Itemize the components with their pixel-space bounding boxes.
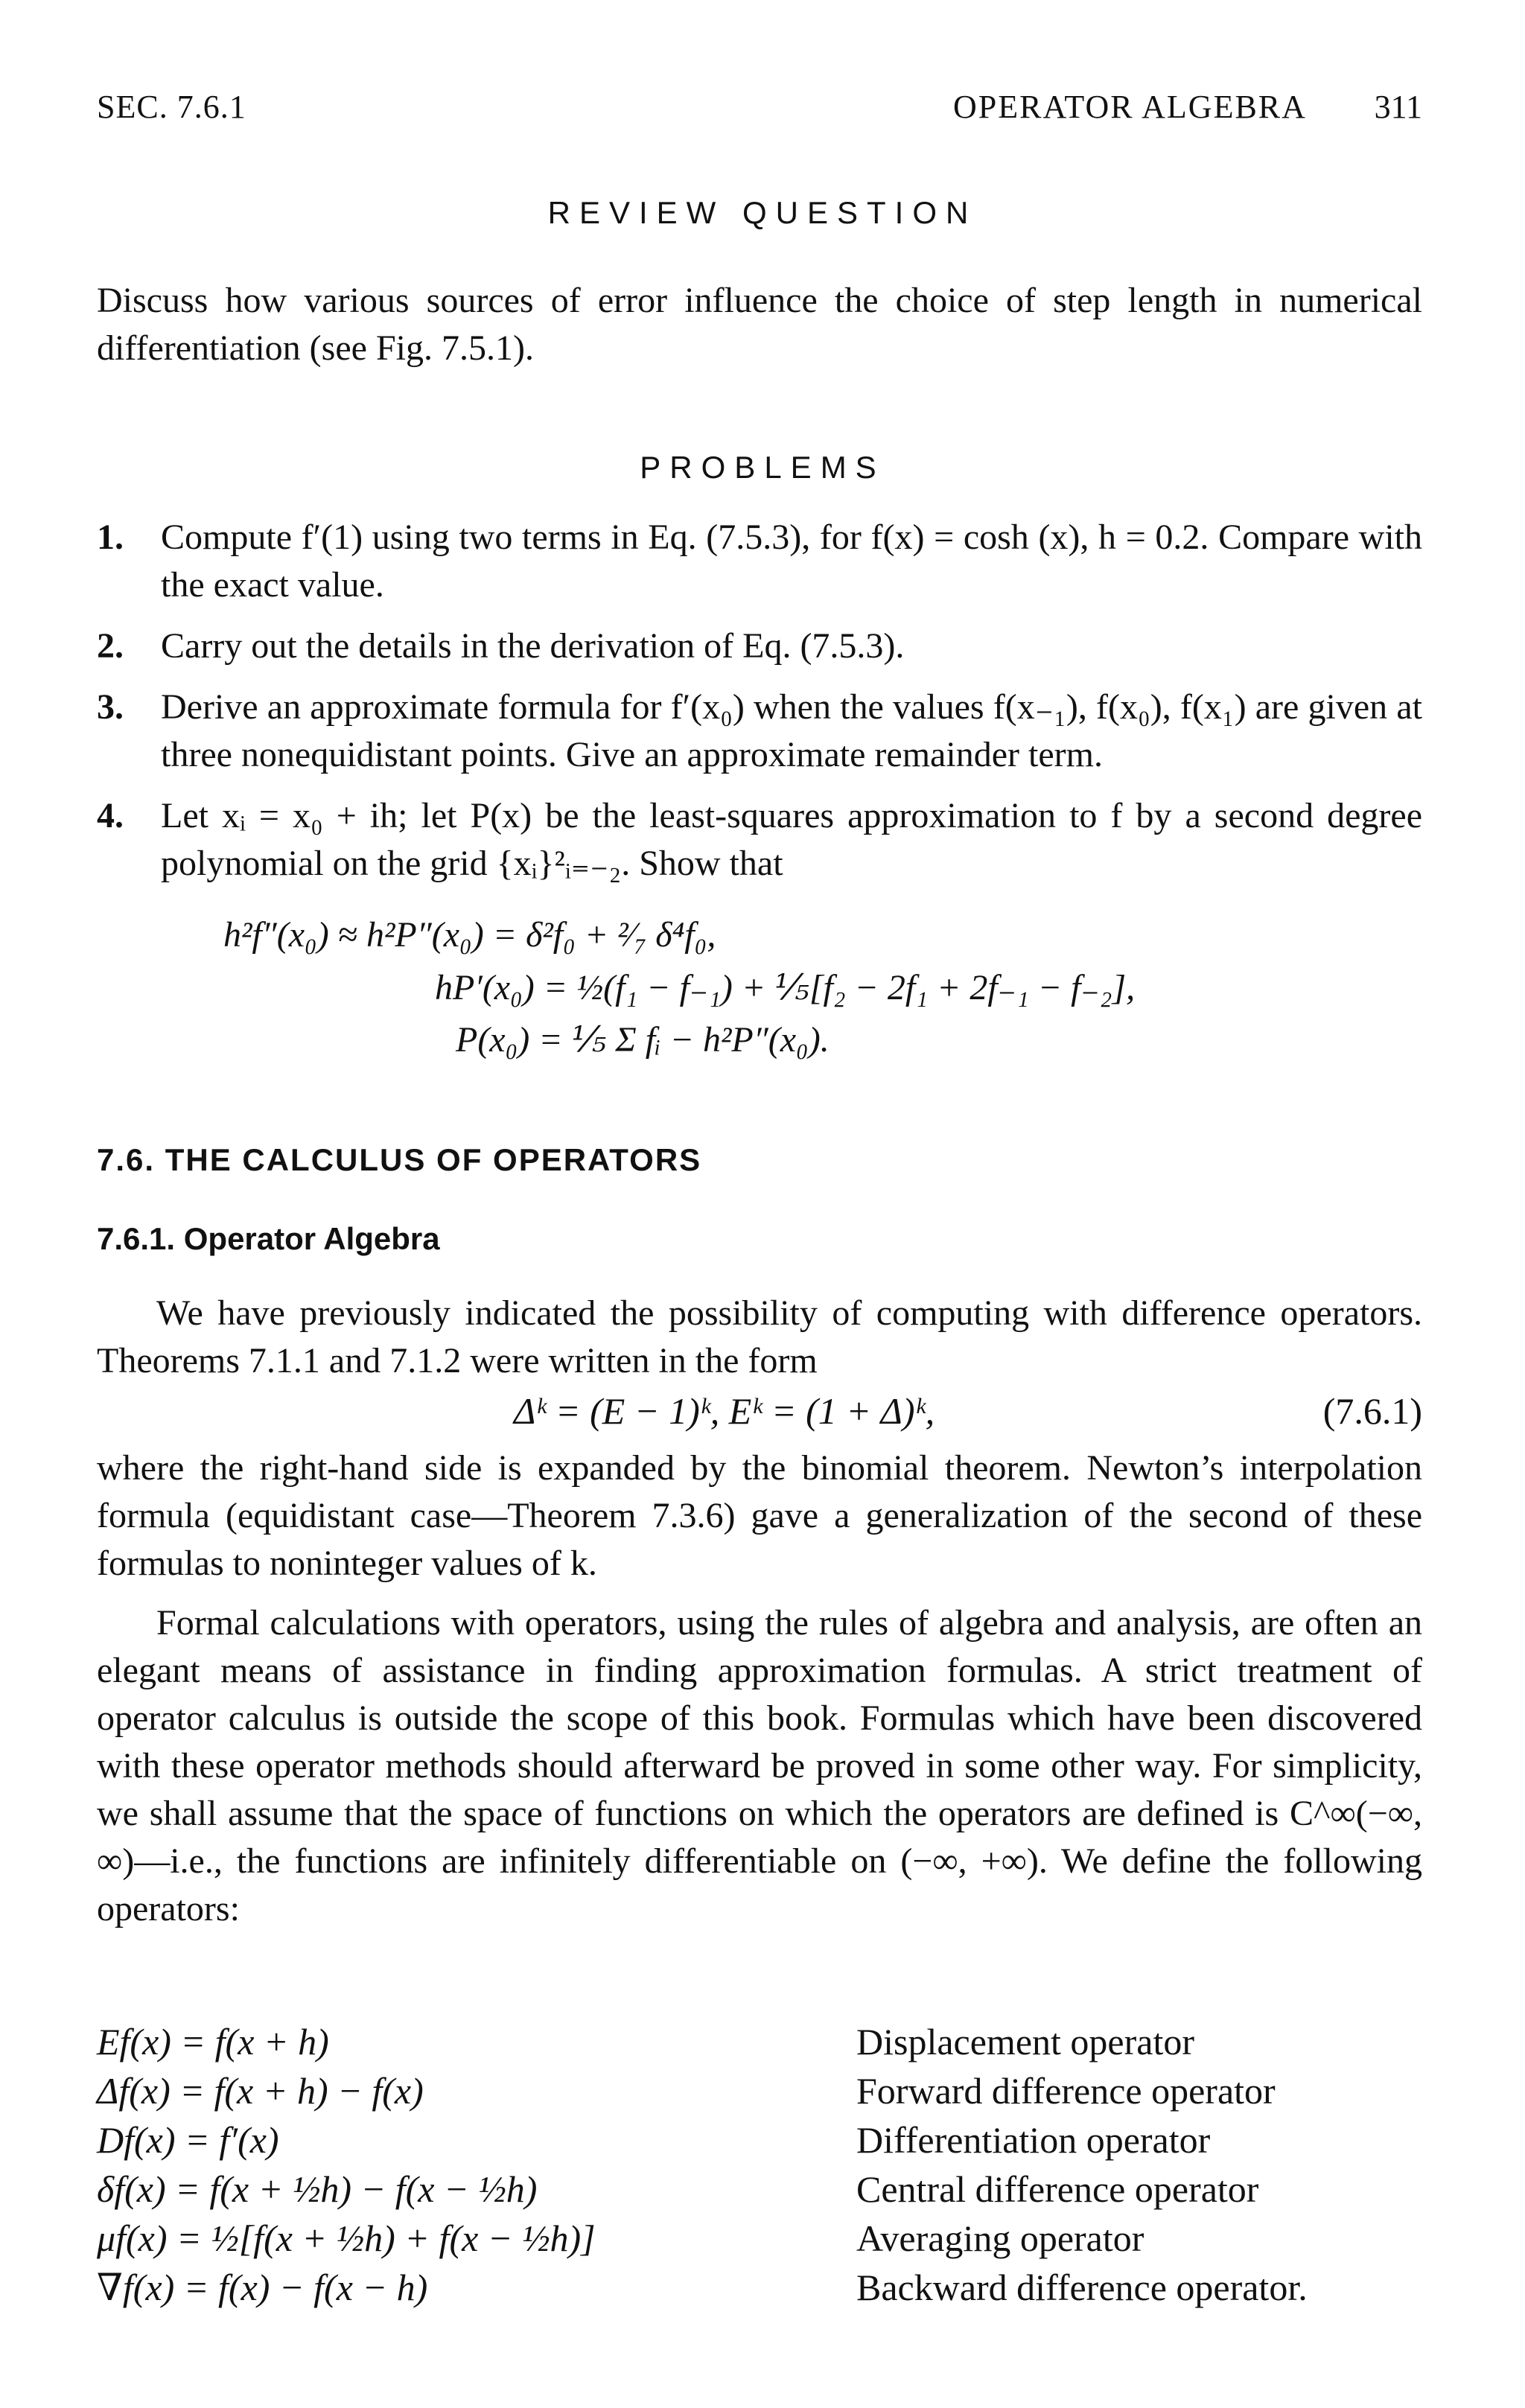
problem-text: Compute f′(1) using two terms in Eq. (7.5.3), for f(x) = cosh (x), h = 0.2. Compare with the exact value. (161, 517, 1422, 605)
operator-description: Backward difference operator. (856, 2267, 1308, 2308)
review-heading: REVIEW QUESTION (547, 195, 978, 230)
operator-description: Forward difference operator (856, 2070, 1276, 2112)
operator-row (97, 2266, 1422, 2315)
operator-formula: μf(x) = ½[f(x + ½h) + f(x − ½h)] (97, 2217, 596, 2259)
paragraph-intro: We have previously indicated the possibility of computing with difference operators. Theorems 7.1.1 and 7.1.2 were written in the form (97, 1293, 1422, 1380)
operator-definitions (97, 2020, 1422, 2315)
problem-item (97, 792, 1422, 888)
problem-text: Derive an approximate formula for f′(x₀) when the values f(x₋₁), f(x₀), f(x₁) are given at three nonequidistant points. Give an approximate remainder term. (161, 687, 1422, 774)
operator-formula: ∇f(x) = f(x) − f(x − h) (97, 2267, 428, 2308)
running-header (97, 88, 1422, 133)
problem-4-equation-1: h²f″(x₀) ≈ h²P″(x₀) = δ²f₀ + ²⁄₇ δ⁴f₀, (223, 915, 716, 955)
problem-number: 2. (97, 626, 124, 666)
section-heading: 7.6. THE CALCULUS OF OPERATORS (97, 1142, 702, 1177)
operator-row (97, 2118, 1422, 2167)
operator-formula: δf(x) = f(x + ½h) − f(x − ½h) (97, 2168, 538, 2210)
problem-4-equation-2: hP′(x₀) = ½(f₁ − f₋₁) + ⅕[f₂ − 2f₁ + 2f₋₁ − f₋₂], (435, 968, 1136, 1007)
problem-4-equation-3: P(x₀) = ⅕ Σ fᵢ − h²P″(x₀). (456, 1020, 830, 1060)
equation-7-6-1 (97, 1389, 1422, 1437)
paragraph-newton: where the right-hand side is expanded by the binomial theorem. Newton’s interpolation formula (equidistant case—Theorem 7.3.6) gave a generalization of the second of these formulas to noninteger values of k. (97, 1448, 1422, 1583)
problem-number: 1. (97, 517, 124, 557)
operator-formula: Df(x) = f′(x) (97, 2119, 279, 2161)
operator-description: Displacement operator (856, 2021, 1194, 2063)
equation-formula: Δᵏ = (E − 1)ᵏ, Eᵏ = (1 + Δ)ᵏ, (514, 1390, 935, 1432)
problem-number: 3. (97, 687, 124, 727)
operator-formula: Δf(x) = f(x + h) − f(x) (97, 2070, 424, 2112)
operator-description: Central difference operator (856, 2168, 1259, 2210)
paragraph-formal-calculations: Formal calculations with operators, using the rules of algebra and analysis, are often an elegant means of assistance in finding approximation formulas. A strict treatment of operator calculus is outside the scope of this book. Formulas which have been discovered with these operator methods should afterward be proved in some other way. For simplicity, we shall assume that the space of functions on which the operators are defined is C^∞(−∞, ∞)—i.e., the functions are infinitely differentiable on (−∞, +∞). We define the following operators: (97, 1603, 1422, 1928)
section-label: SEC. 7.6.1 (97, 89, 246, 125)
equation-number: (7.6.1) (1322, 1390, 1422, 1432)
review-question-text: Discuss how various sources of error influence the choice of step length in numerical differentiation (see Fig. 7.5.1). (97, 281, 1422, 368)
operator-formula: Ef(x) = f(x + h) (97, 2021, 329, 2063)
header-title: OPERATOR ALGEBRA (953, 89, 1307, 125)
operator-row (97, 2217, 1422, 2266)
problem-text: Let xᵢ = x₀ + ih; let P(x) be the least-squares approximation to f by a second degree polynomial on the grid {xᵢ}²ᵢ₌₋₂. Show that (161, 796, 1422, 883)
page-number: 311 (1374, 89, 1422, 125)
operator-row (97, 2020, 1422, 2069)
problem-list (97, 514, 1422, 888)
subsection-heading: 7.6.1. Operator Algebra (97, 1221, 440, 1256)
problem-item (97, 684, 1422, 779)
operator-description: Averaging operator (856, 2217, 1144, 2259)
problem-number: 4. (97, 796, 124, 835)
operator-row (97, 2069, 1422, 2118)
operator-row (97, 2167, 1422, 2217)
problems-heading: PROBLEMS (640, 450, 885, 485)
problem-item (97, 514, 1422, 609)
problem-text: Carry out the details in the derivation of Eq. (7.5.3). (161, 626, 905, 666)
problem-item (97, 622, 1422, 670)
operator-description: Differentiation operator (856, 2119, 1211, 2161)
